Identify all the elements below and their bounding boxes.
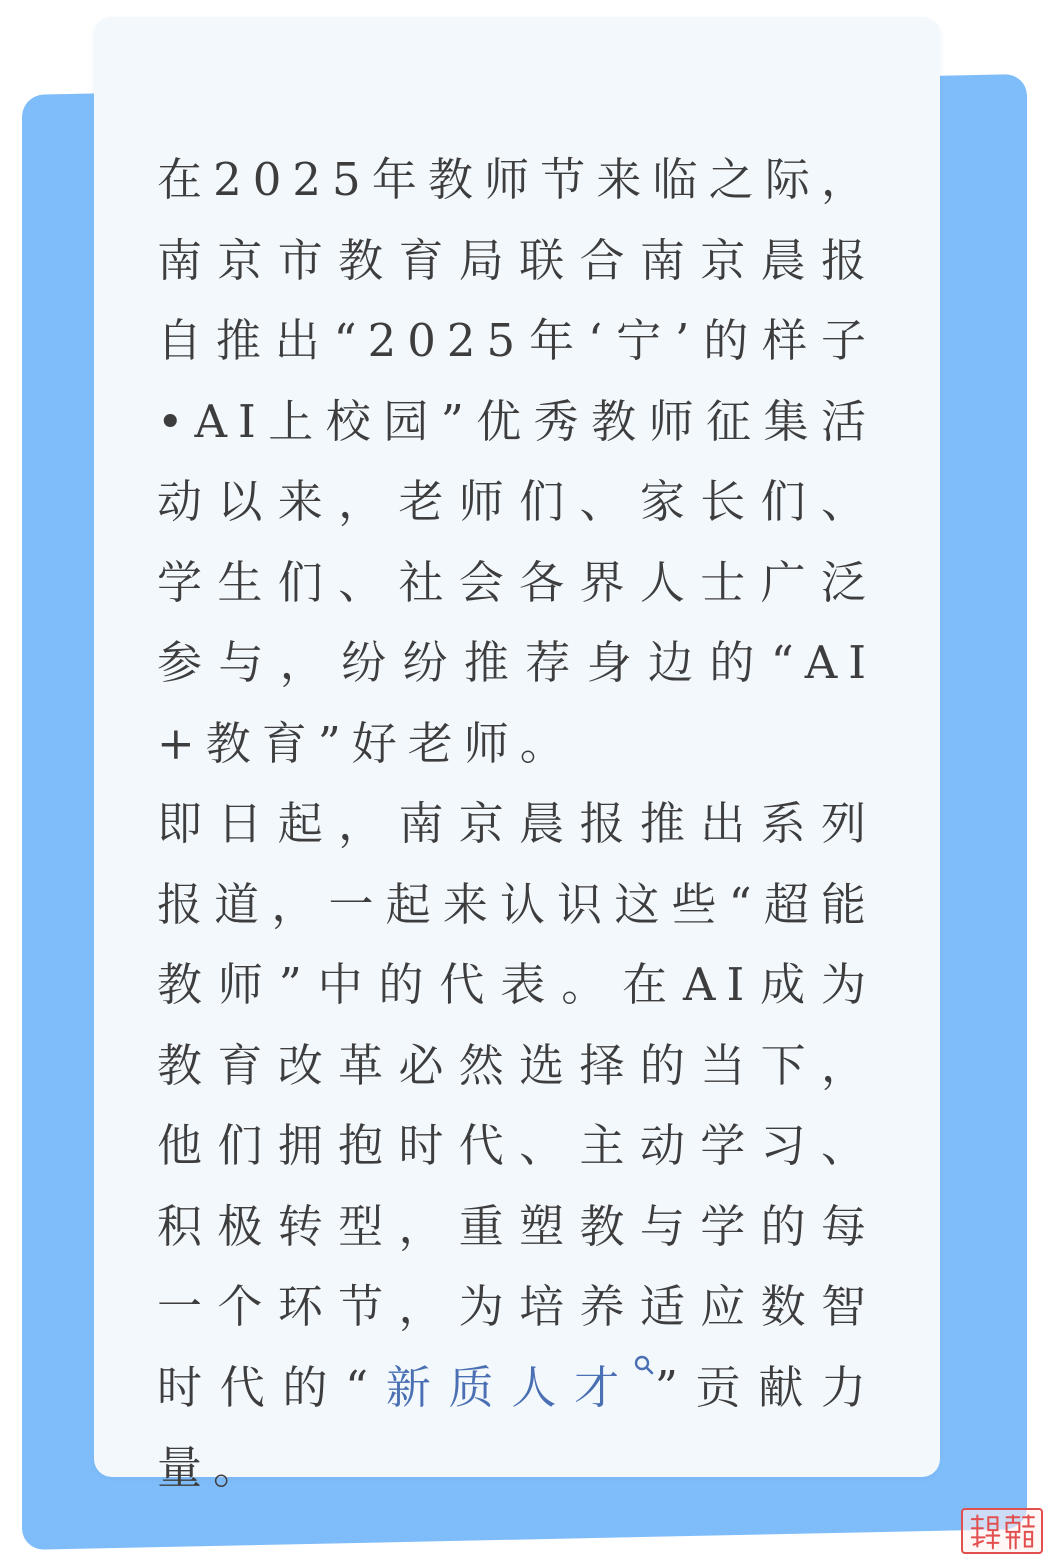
intro-paragraph: 在2025年教师节来临之际，南京市教育局联合南京晨报自推出“2025年‘宁’的样子•AI上校园”优秀教师征集活动以来，老师们、家长们、学生们、社会各界人士广泛参与，纷纷推荐身边的“AI+教育”好老师。 (157, 153, 877, 770)
keyword-link-new-quality-talent[interactable] (379, 1361, 655, 1414)
series-paragraph-ending: ”贡献力量。 (157, 1360, 877, 1494)
seal-stamp-icon (961, 1508, 1043, 1554)
keyword-link-label: 新质人才 (379, 1360, 637, 1414)
series-paragraph-text: 即日起，南京晨报推出系列报道，一起来认识这些“超能教师”中的代表。在AI成为教育改革必然选择的当下，他们拥抱时代、主动学习、积极转型，重塑教与学的每一个环节，为培养适应数智时代的“ (157, 797, 877, 1414)
series-paragraph (157, 784, 877, 1509)
search-icon[interactable] (633, 1354, 655, 1380)
